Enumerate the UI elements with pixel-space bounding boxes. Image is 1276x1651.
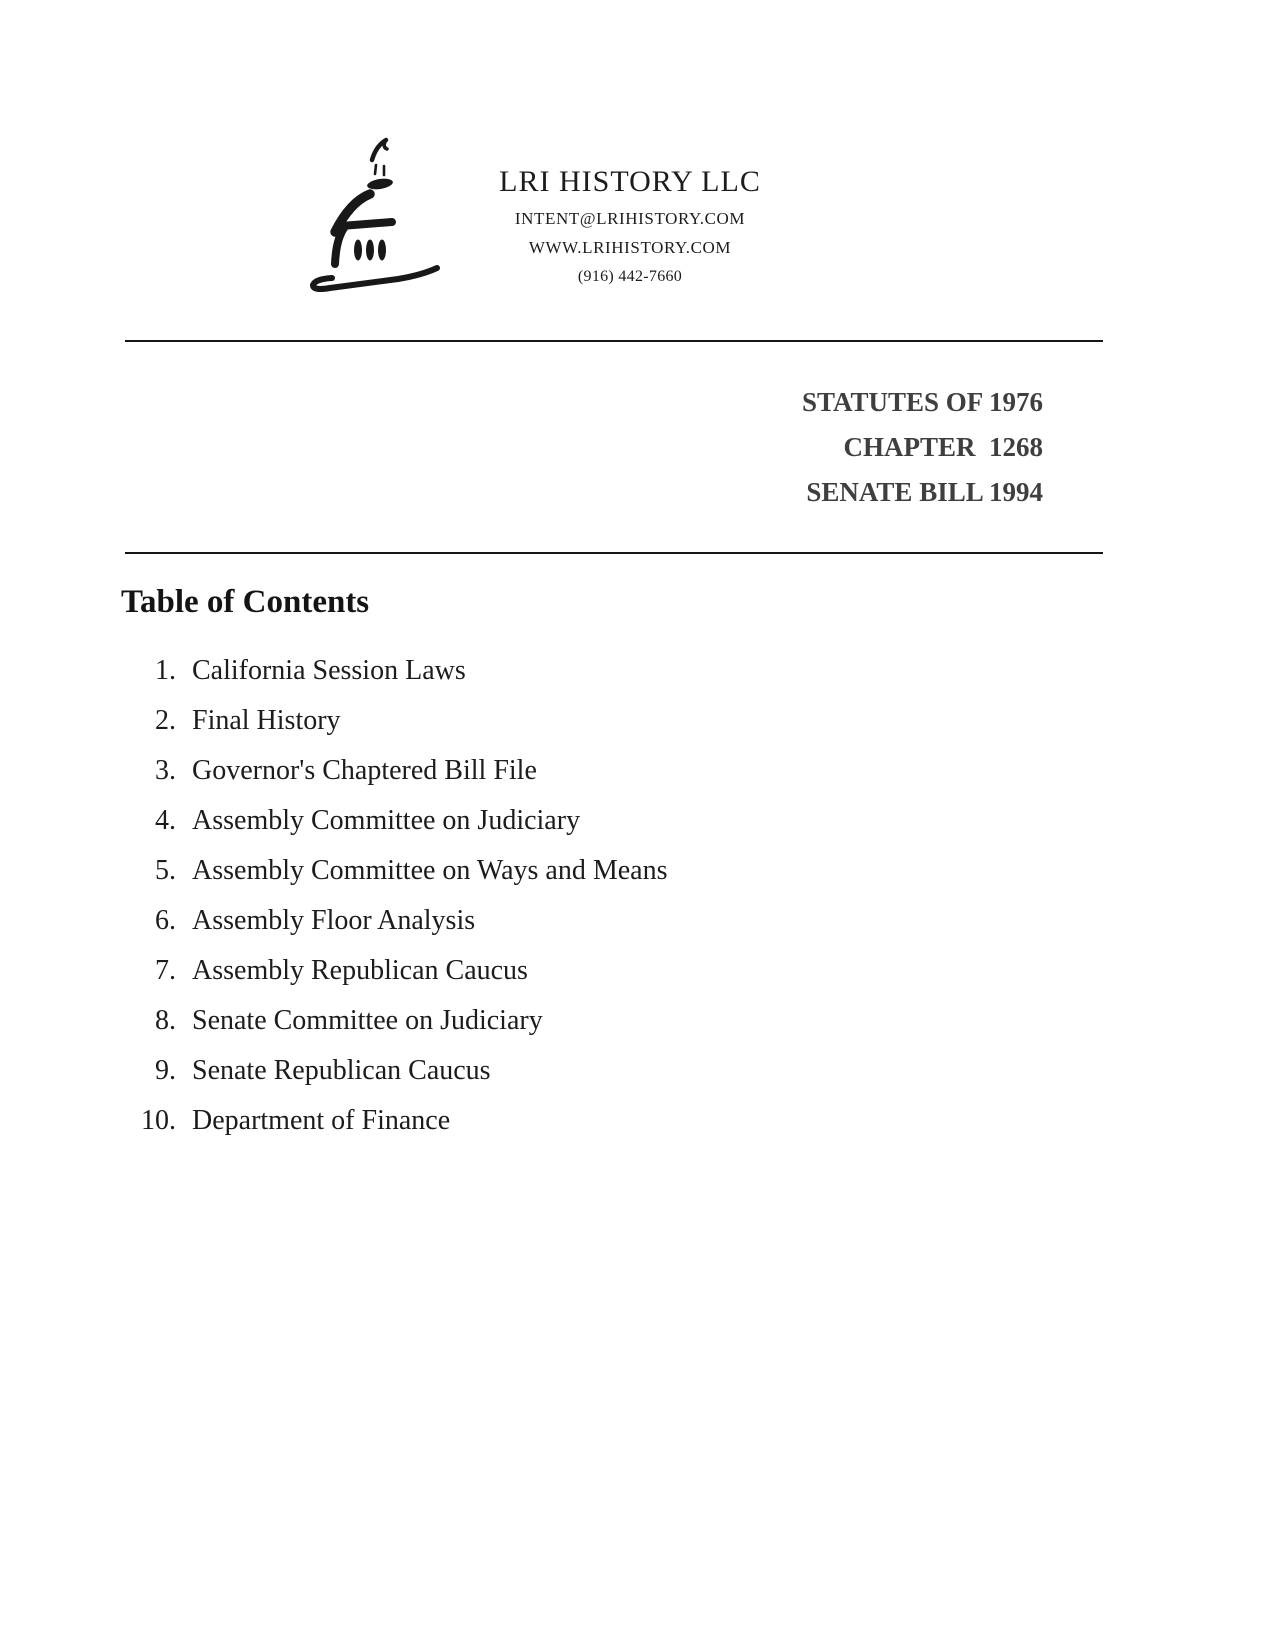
toc-item-label: Assembly Republican Caucus: [192, 955, 528, 986]
toc-row: [0, 896, 1276, 946]
logo-tick-1: [375, 165, 376, 174]
toc-item-number: 5.: [155, 855, 176, 886]
toc-item-number: 7.: [155, 955, 176, 986]
toc-list: [0, 646, 1276, 1146]
logo-lantern: [366, 177, 393, 191]
logo-entablature: [341, 222, 392, 226]
logo-column-1: [354, 240, 362, 261]
toc-item-label: Senate Republican Caucus: [192, 1055, 491, 1086]
toc-row: [0, 1096, 1276, 1146]
toc-item-number: 10.: [141, 1105, 176, 1136]
toc-item-label: California Session Laws: [192, 655, 466, 686]
toc-row: [0, 796, 1276, 846]
toc-item-label: Final History: [192, 705, 341, 736]
senate-bill-line: SENATE BILL 1994: [806, 477, 1043, 507]
toc-item-number: 2.: [155, 705, 176, 736]
toc-item-number: 1.: [155, 655, 176, 686]
toc-item-label: Assembly Committee on Ways and Means: [192, 855, 668, 886]
case-title-block: [802, 380, 1043, 515]
toc-heading: Table of Contents: [121, 584, 370, 620]
toc-item-label: Senate Committee on Judiciary: [192, 1005, 543, 1036]
logo-base-swoosh: [313, 268, 437, 289]
letterhead-phone: (916) 442-7660: [577, 268, 683, 285]
toc-item-label: Assembly Committee on Judiciary: [192, 805, 581, 836]
toc-item-number: 6.: [155, 905, 176, 936]
toc-row: [0, 1046, 1276, 1096]
toc-item-number: 3.: [155, 755, 176, 786]
toc-row: [0, 696, 1276, 746]
logo-flag-tip: [384, 140, 387, 149]
letterhead-website: WWW.LRIHISTORY.COM: [528, 238, 732, 257]
toc-row: [0, 946, 1276, 996]
statutes-line: STATUTES OF 1976: [801, 387, 1043, 417]
toc-row: [0, 746, 1276, 796]
toc-row: [0, 846, 1276, 896]
toc-item-label: Assembly Floor Analysis: [192, 905, 476, 936]
letterhead-email: INTENT@LRIHISTORY.COM: [514, 209, 746, 228]
toc-item-number: 9.: [155, 1055, 176, 1086]
chapter-line: CHAPTER 1268: [843, 432, 1043, 462]
toc-item-number: 4.: [155, 805, 176, 836]
horizontal-rule-bottom: [125, 552, 1103, 554]
toc-item-label: Governor's Chaptered Bill File: [192, 755, 537, 786]
horizontal-rule-top: [125, 340, 1103, 342]
logo-column-3: [378, 240, 386, 261]
capitol-dome-logo: [306, 136, 446, 292]
toc-row: [0, 996, 1276, 1046]
toc-item-label: Department of Finance: [192, 1105, 451, 1136]
logo-column-2: [366, 240, 374, 261]
letterhead: [430, 166, 830, 285]
company-name: LRI HISTORY LLC: [499, 165, 761, 198]
toc-row: [0, 646, 1276, 696]
toc-item-number: 8.: [155, 1005, 176, 1036]
